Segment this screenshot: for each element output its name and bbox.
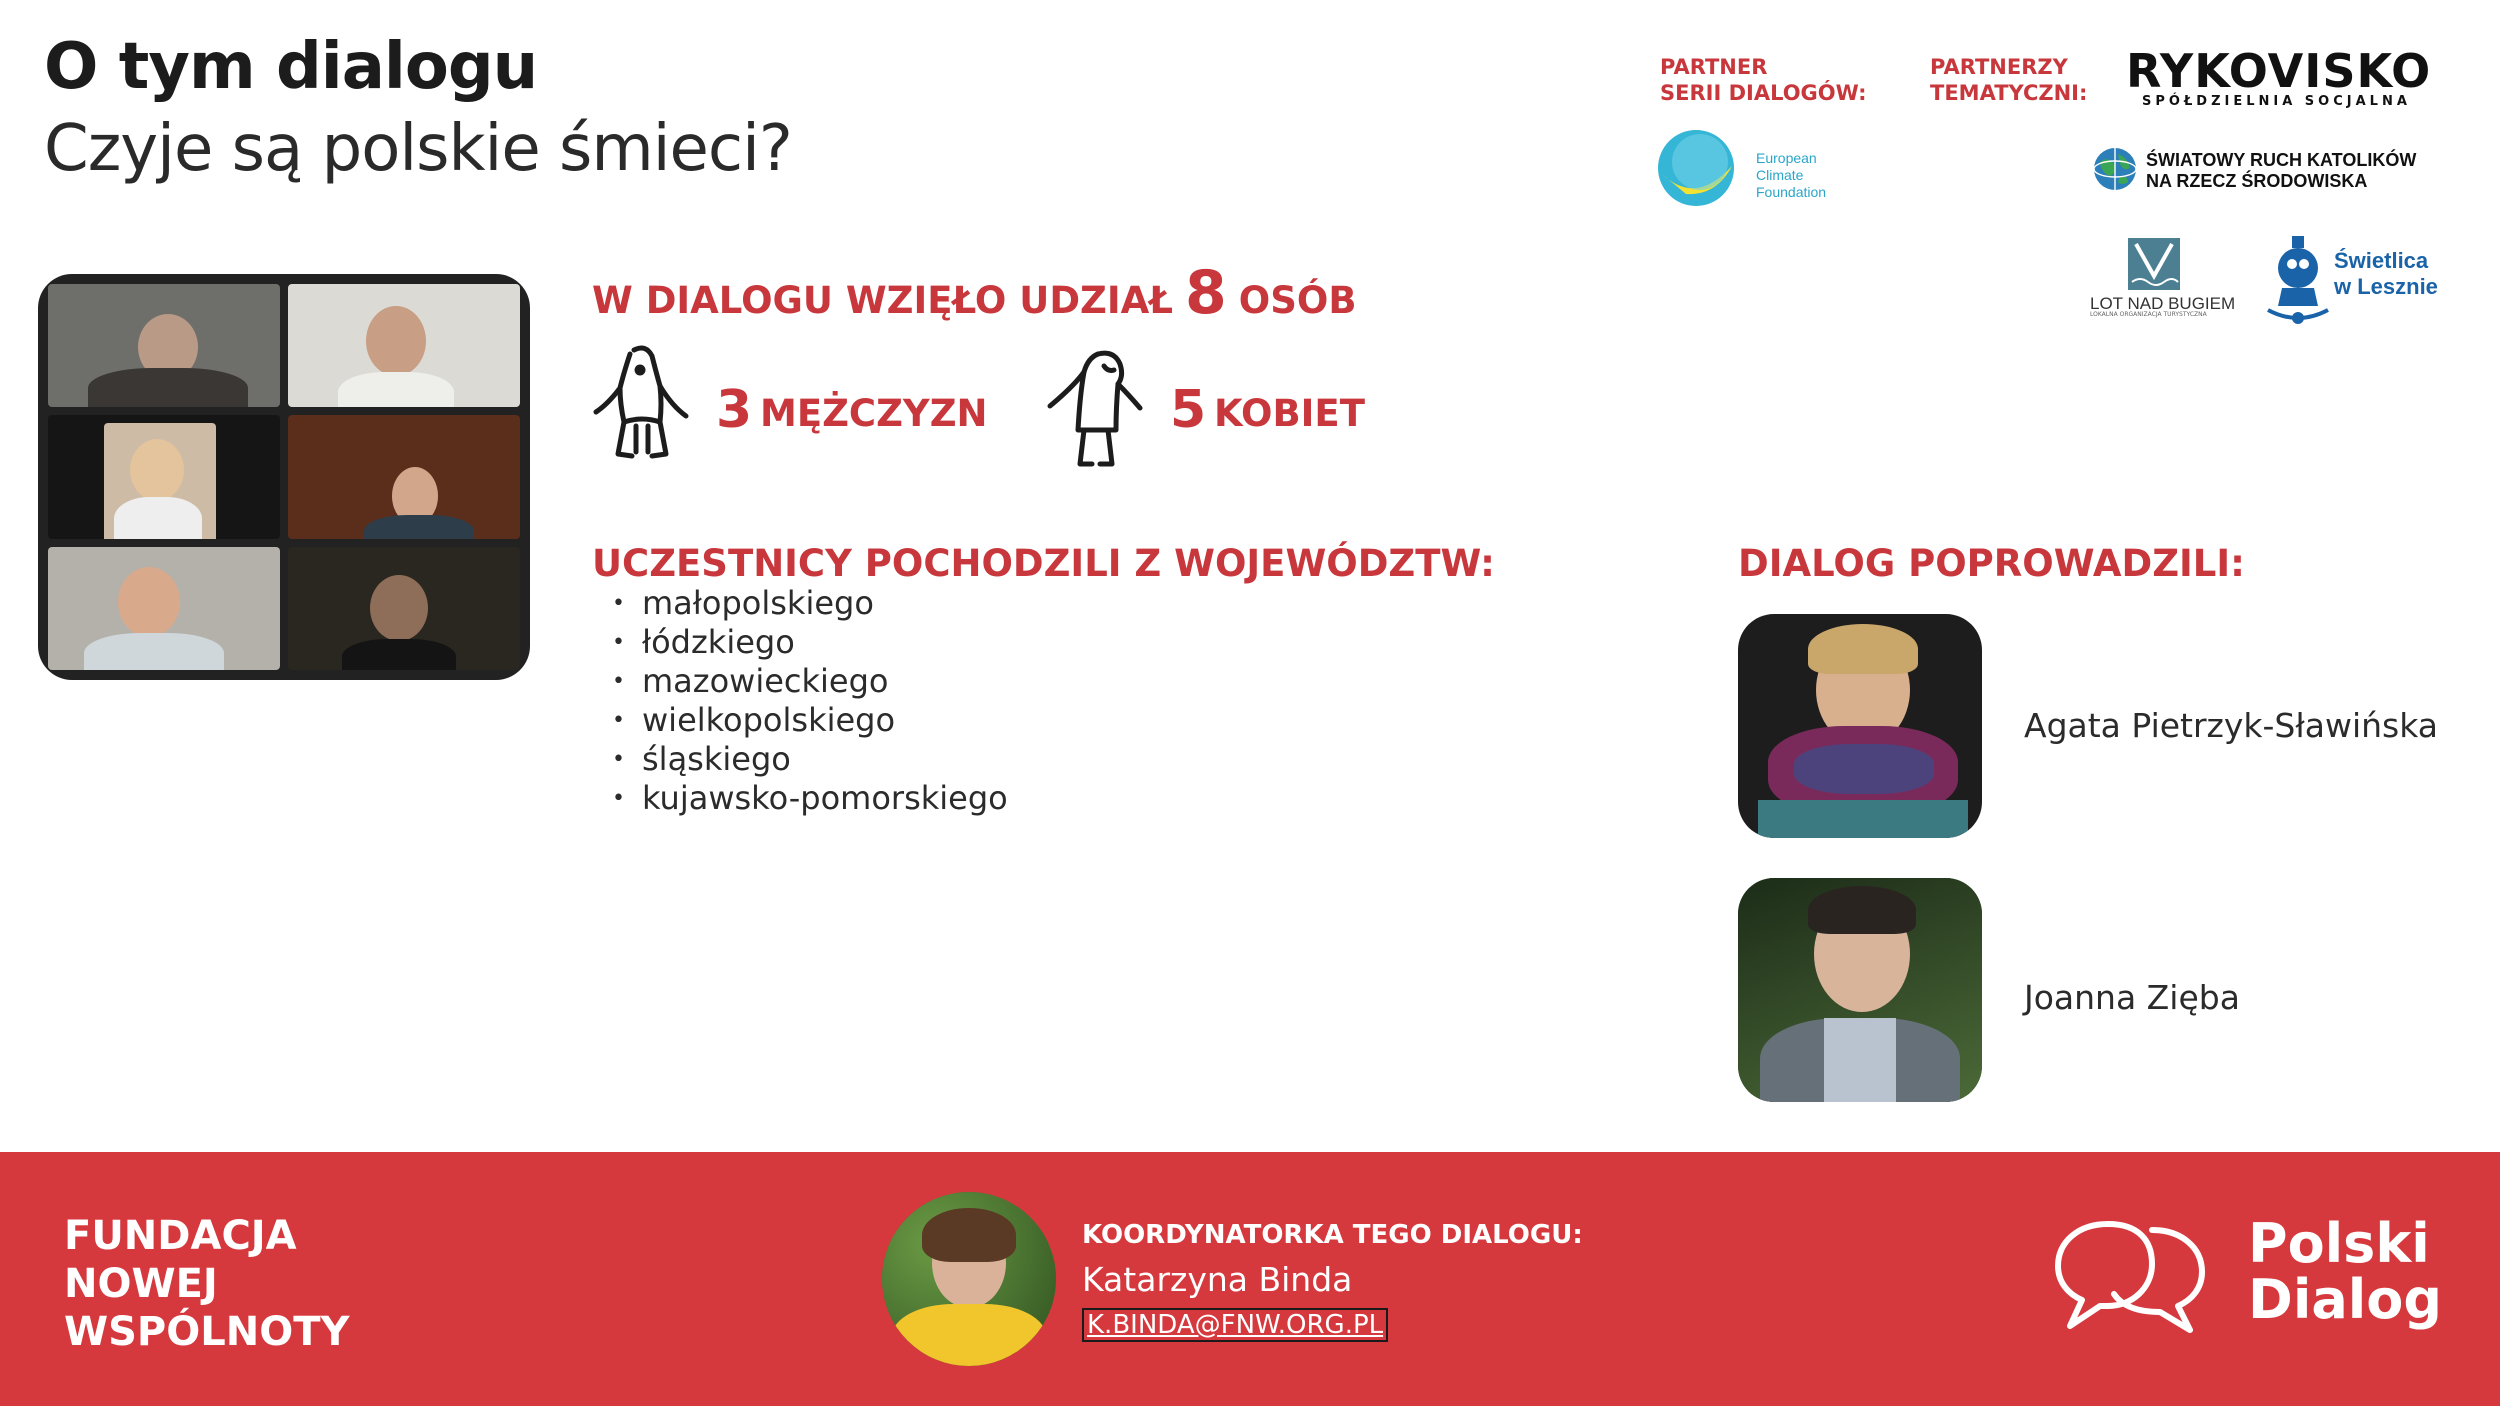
- woman-figure-icon: [1044, 348, 1148, 472]
- coordinator-email-link[interactable]: K.BINDA@FNW.ORG.PL: [1082, 1308, 1388, 1342]
- ecf-word: Climate: [1756, 167, 1804, 183]
- swietlica-line: Świetlica: [2334, 248, 2429, 273]
- participants-heading-post: OSÓB: [1238, 279, 1357, 322]
- swietlica-wordmark: [2334, 248, 2438, 300]
- video-tile: [48, 547, 280, 670]
- page-subtitle: Czyje są polskie śmieci?: [44, 112, 792, 186]
- moderator-name: Joanna Zięba: [2024, 978, 2240, 1017]
- org-name-line: WSPÓLNOTY: [64, 1309, 350, 1355]
- swr-line: NA RZECZ ŚRODOWISKA: [2146, 171, 2368, 191]
- regions-heading: UCZESTNICY POCHODZILI Z WOJEWÓDZTW:: [592, 542, 1495, 585]
- moderator-photo: [1738, 878, 1982, 1102]
- coordinator-label: KOORDYNATORKA TEGO DIALOGU:: [1082, 1220, 1583, 1250]
- ecf-word: European: [1756, 150, 1817, 166]
- lot-subtitle: LOKALNA ORGANIZACJA TURYSTYCZNA: [2090, 311, 2207, 318]
- man-figure-icon: [590, 342, 694, 470]
- swietlica-line: w Lesznie: [2334, 274, 2438, 299]
- participants-heading-pre: W DIALOGU WZIĘŁO UDZIAŁ: [592, 279, 1174, 322]
- org-name-line: NOWEJ: [64, 1261, 218, 1307]
- ecf-word: Foundation: [1756, 184, 1827, 200]
- partner-label-line: PARTNER: [1660, 55, 1768, 79]
- brand-line: Polski: [2248, 1212, 2430, 1275]
- moderators-heading: DIALOG POPROWADZILI:: [1738, 542, 2245, 585]
- video-tile: [288, 415, 520, 538]
- regions-list: [612, 584, 1008, 818]
- swr-wordmark: [2146, 150, 2416, 192]
- women-count: 5: [1170, 380, 1207, 440]
- men-label: MĘŻCZYZN: [760, 392, 988, 435]
- video-tile: [48, 284, 280, 407]
- speech-bubbles-icon: [2052, 1216, 2208, 1336]
- video-call-screenshot: [38, 274, 530, 680]
- thematic-label-line: TEMATYCZNI:: [1930, 81, 2088, 105]
- rykovisko-logo: RYKOVISKO: [2126, 44, 2432, 98]
- region-item: • łódzkiego: [612, 623, 1008, 662]
- fundacja-nowej-wspolnoty-logo: [64, 1212, 349, 1356]
- region-item: • mazowieckiego: [612, 662, 1008, 701]
- video-tile: [48, 415, 280, 538]
- org-name-line: FUNDACJA: [64, 1213, 297, 1259]
- rykovisko-subtitle: SPÓŁDZIELNIA SOCJALNA: [2142, 94, 2411, 109]
- women-label: KOBIET: [1214, 392, 1365, 435]
- partner-series-label: [1660, 54, 1890, 106]
- globe-icon: [2092, 146, 2138, 192]
- lot-wordmark: LOT NAD BUGIEM: [2090, 294, 2236, 313]
- partner-label-line: SERII DIALOGÓW:: [1660, 81, 1867, 105]
- polski-dialog-logo: [2248, 1212, 2443, 1331]
- ecf-wordmark: [1756, 150, 1826, 201]
- thematic-partners-label: [1930, 54, 2130, 106]
- coordinator-name: Katarzyna Binda: [1082, 1260, 1353, 1299]
- video-tile: [288, 284, 520, 407]
- participants-total: 8: [1185, 258, 1227, 328]
- moderator-name: Agata Pietrzyk-Sławińska: [2024, 706, 2438, 745]
- page-title: O tym dialogu: [44, 30, 538, 104]
- swietlica-emblem-icon: [2262, 234, 2334, 328]
- video-tile: [288, 547, 520, 670]
- region-item: • małopolskiego: [612, 584, 1008, 623]
- swr-line: ŚWIATOWY RUCH KATOLIKÓW: [2146, 150, 2417, 170]
- coordinator-photo: [882, 1192, 1056, 1366]
- moderator-photo: [1738, 614, 1982, 838]
- thematic-label-line: PARTNERZY: [1930, 55, 2068, 79]
- men-count: 3: [716, 380, 753, 440]
- brand-line: Dialog: [2248, 1268, 2443, 1331]
- participants-heading: [592, 258, 1357, 328]
- region-item: • kujawsko-pomorskiego: [612, 779, 1008, 818]
- region-item: • śląskiego: [612, 740, 1008, 779]
- region-item: • wielkopolskiego: [612, 701, 1008, 740]
